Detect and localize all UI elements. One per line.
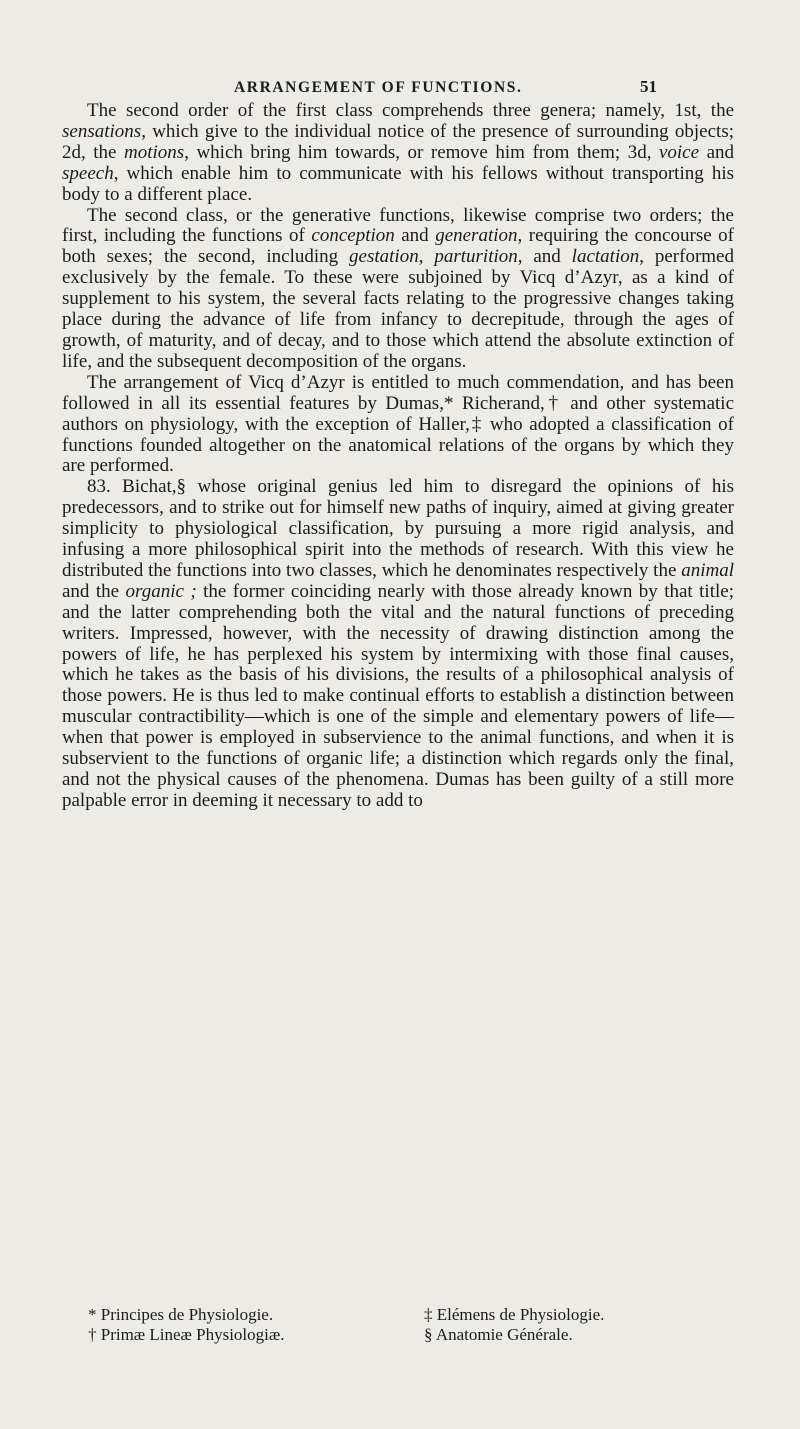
text-run: , which enable him to communicate with his fellows without transporting his body to a different place. <box>62 162 734 205</box>
italic-term: animal <box>681 559 734 581</box>
footnote-mark: § <box>424 1325 433 1344</box>
page-number: 51 <box>640 77 657 96</box>
text-run: The second class, or the generative functions, likewise comprise two orders; the first, including the functions of <box>62 204 734 247</box>
footnote-row <box>88 1305 728 1325</box>
italic-term: gestation <box>349 246 419 268</box>
italic-term: lactation <box>571 246 640 268</box>
italic-term: generation <box>435 225 518 247</box>
text-run: and <box>699 141 734 163</box>
footnote-text: Anatomie Générale. <box>435 1325 573 1344</box>
text-run: 83. Bichat,§ whose original genius led him to disregard the opinions of his predecessors, and to strike out for himself new paths of inquiry, aimed at giving greater simplicity to physiological classification, by pursuing a more rigid analysis, and infusing a more philosophical spirit into the methods of research. With this view he distributed the functions into two classes, which he denominates respectively the <box>62 476 734 581</box>
running-title: ARRANGEMENT OF FUNCTIONS. <box>234 79 523 96</box>
paragraph <box>62 477 734 812</box>
footnote-mark: † <box>88 1325 97 1344</box>
text-run: the former coinciding nearly with those already known by that title; and the latter comprehending both the vital and the natural functions of preceding writers. Impressed, however, with the necessity of drawing distinction among the powers of life, he has perplexed his system by intermixing with those final causes, which he takes as the basis of his divisions, the results of a philosophical analysis of those powers. He is thus led to make continual efforts to establish a distinction between muscular contractibility—which is one of the simple and elementary powers of life—when that power is employed in subservience to the animal functions, and when it is subservient to the functions of organic life; a distinction which regards only the final, and not the physical causes of the phenomena. Dumas has been guilty of a still more palpable error in deeming it necessary to add to <box>62 580 734 811</box>
footnote-mark: ‡ <box>424 1305 433 1324</box>
text-run: and the <box>62 580 126 602</box>
italic-term: motions <box>124 141 185 163</box>
text-run: , which give to the individual notice of the presence of surrounding objects; 2d, the <box>62 120 734 163</box>
body-text <box>62 101 734 812</box>
footnote <box>424 1305 728 1325</box>
footnote <box>424 1325 728 1345</box>
italic-term: sensations <box>62 120 142 142</box>
text-run: , <box>418 246 435 268</box>
paragraph <box>62 206 734 373</box>
footnote-text: Primæ Lineæ Physiologiæ. <box>100 1325 285 1344</box>
footnote-text: Elémens de Physiologie. <box>436 1305 605 1324</box>
footnote <box>88 1325 424 1345</box>
footnote <box>88 1305 424 1325</box>
footnote-row <box>88 1325 728 1345</box>
text-run: , performed exclusively by the female. To these were subjoined by Vicq d’Azyr, as a kind of supplement to his system, the several facts relating to the progressive changes taking place during the advance of life from infancy to decrepitude, through the ages of growth, of maturity, and of decay, and to those which attend the absolute extinction of life, and the subsequent decomposition of the organs. <box>62 246 734 372</box>
footnotes <box>88 1305 728 1345</box>
italic-term: organic ; <box>125 580 197 602</box>
italic-term: speech <box>62 162 114 184</box>
text-run: , which bring him towards, or remove him from them; 3d, <box>184 141 659 163</box>
paragraph <box>62 101 734 206</box>
italic-term: parturition <box>434 246 518 268</box>
text-run: , requiring the concourse of both sexes; the second, including <box>62 225 734 268</box>
paragraph <box>62 373 734 478</box>
text-run: The arrangement of Vicq d’Azyr is entitled to much commendation, and has been followed in all its essential features by Dumas,* Richerand,† and other systematic authors on physiology, with the exception of Haller,‡ who adopted a classification of functions founded altogether on the anatomical relations of the organs by which they are performed. <box>62 371 734 477</box>
text-run: The second order of the first class comprehends three genera; namely, 1st, the <box>87 100 734 121</box>
footnote-text: Principes de Physiologie. <box>100 1305 274 1324</box>
italic-term: voice <box>658 141 700 163</box>
italic-term: conception <box>311 225 395 247</box>
text-run: and <box>394 225 436 247</box>
text-run: , and <box>517 246 572 268</box>
footnote-mark: * <box>88 1305 97 1324</box>
